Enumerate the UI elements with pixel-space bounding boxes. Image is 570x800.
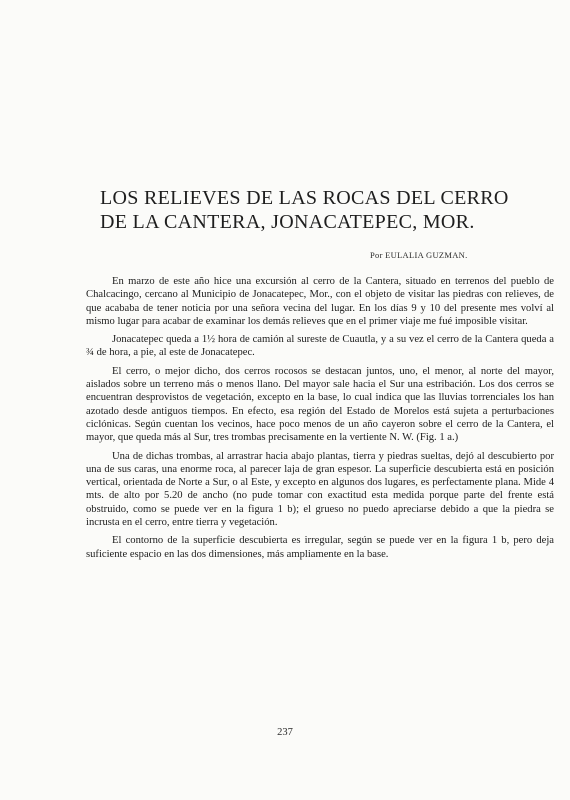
article-body (86, 275, 554, 566)
title-line-2: DE LA CANTERA, JONACATEPEC, MOR. (100, 211, 475, 233)
title-line-1: LOS RELIEVES DE LAS ROCAS DEL CERRO (100, 187, 509, 209)
article-title (100, 186, 540, 234)
paragraph-3: El cerro, o mejor dicho, dos cerros rocosos se destacan juntos, uno, el menor, al norte del mayor, aislados sobre un terreno más o menos llano. Del mayor sale hacia el Sur una estribación. Los dos cerros se encuentran desprovistos de vegetación, excepto en la base, lo cual indica que las lluvias torrenciales los han azotado desde antiguos tiempos. En efecto, esa región del Estado de Morelos está sujeta a perturbaciones ciclónicas. Según cuentan los vecinos, hace poco menos de un año cayeron sobre el cerro de la Cantera, el mayor, que queda más al Sur, tres trombas precisamente en la vertiente N. W. (Fig. 1 a.) (86, 365, 554, 444)
paragraph-2: Jonacatepec queda a 1½ hora de camión al sureste de Cuautla, y a su vez el cerro de la Cantera queda a ¾ de hora, a pie, al este de Jonacatepec. (86, 334, 554, 359)
paragraph-5: El contorno de la superficie descubierta es irregular, según se puede ver en la figura 1 b, pero deja suficiente espacio en las dos dimensiones, más ampliamente en la base. (86, 535, 554, 560)
author-byline: Por EULALIA GUZMAN. (370, 250, 468, 260)
paragraph-1: En marzo de este año hice una excursión al cerro de la Cantera, situado en terrenos del pueblo de Chalcacingo, cercano al Municipio de Jonacatepec, Mor., con el objeto de visitar las piedras con relieves, de que acababa de tener noticia por una señora vecina del lugar. En los días 9 y 10 del presente mes volví al mismo lugar para acabar de examinar los demás relieves que en el primer viaje me fué imposible visitar. (86, 276, 554, 327)
page-number: 237 (277, 727, 293, 738)
paragraph-4: Una de dichas trombas, al arrastrar hacia abajo plantas, tierra y piedras sueltas, dejó al descubierto por una de sus caras, una enorme roca, al parecer laja de gran espesor. La superficie descubierta está en posición vertical, orientada de Norte a Sur, o al Este, y excepto en algunos dos lugares, es perfectamente plana. Mide 4 mts. de alto por 5.20 de ancho (no pude tomar con exactitud esta medida porque parte del frente está obstruido, como se puede ver en la figura 1 b); el grueso no puedo apreciarse debido a que la piedra se incrusta en el cerro, entre tierra y vegetación. (86, 450, 554, 529)
